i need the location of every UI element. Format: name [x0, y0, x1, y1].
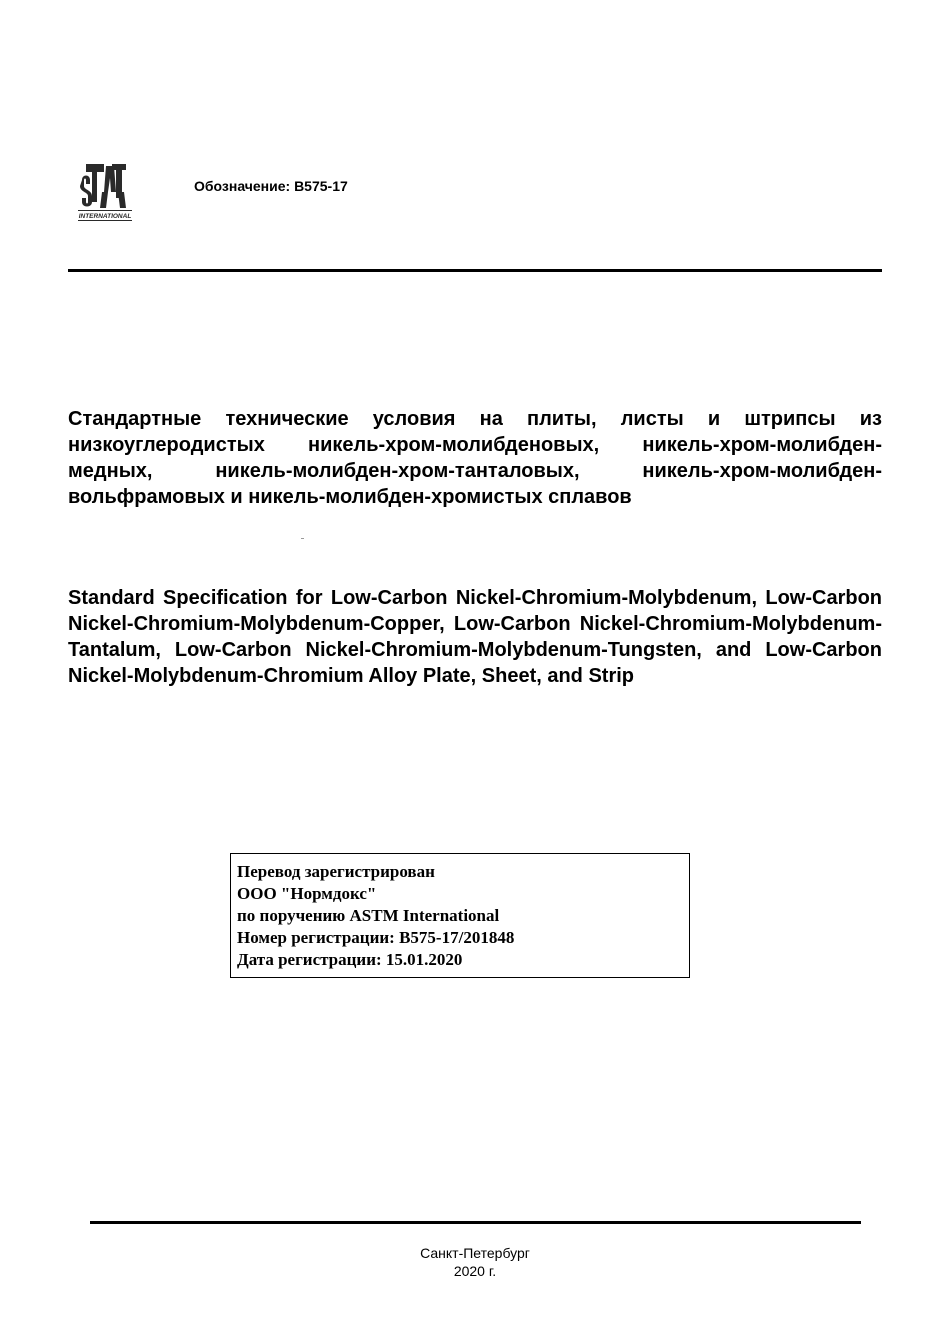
document-designation: Обозначение: B575-17 — [194, 178, 348, 194]
bottom-divider — [90, 1221, 861, 1224]
footer-city: Санкт-Петербург — [420, 1245, 530, 1261]
decorative-dot — [301, 538, 304, 539]
top-divider — [68, 269, 882, 272]
registration-line: Дата регистрации: 15.01.2020 — [237, 950, 463, 969]
registration-line: Перевод зарегистрирован — [237, 862, 435, 881]
title-english: Standard Specification for Low-Carbon Nickel-Chromium-Molybdenum, Low-Carbon Nickel-Chromium-Molybdenum-Copper, Low-Carbon Nickel-Chromium-Molybdenum-Tantalum, Low-Carbon Nickel-Chromium-Molybdenum-Tungsten, and Low-Carbon Nickel-Molybdenum-Chromium Alloy Plate, Sheet, and Strip — [68, 587, 882, 687]
registration-line: по поручению ASTM International — [237, 906, 500, 925]
registration-line: ООО "Нормдокс" — [237, 884, 377, 903]
registration-line: Номер регистрации: B575-17/201848 — [237, 928, 515, 947]
title-russian: Стандартные технические условия на плиты, листы и штрипсы из низкоуглеродистых никель-хром-молибденовых, никель-хром-молибден-медных, никель-молибден-хром-танталовых, никель-хром-молибден-вольфрамовых и никель-молибден-хромистых сплавов — [68, 408, 882, 508]
footer-year: 2020 г. — [453, 1263, 497, 1279]
astm-logo — [78, 162, 132, 222]
svg-text:INTERNATIONAL: INTERNATIONAL — [78, 213, 132, 220]
astm-logo-icon — [78, 162, 132, 222]
registration-box — [230, 853, 690, 978]
